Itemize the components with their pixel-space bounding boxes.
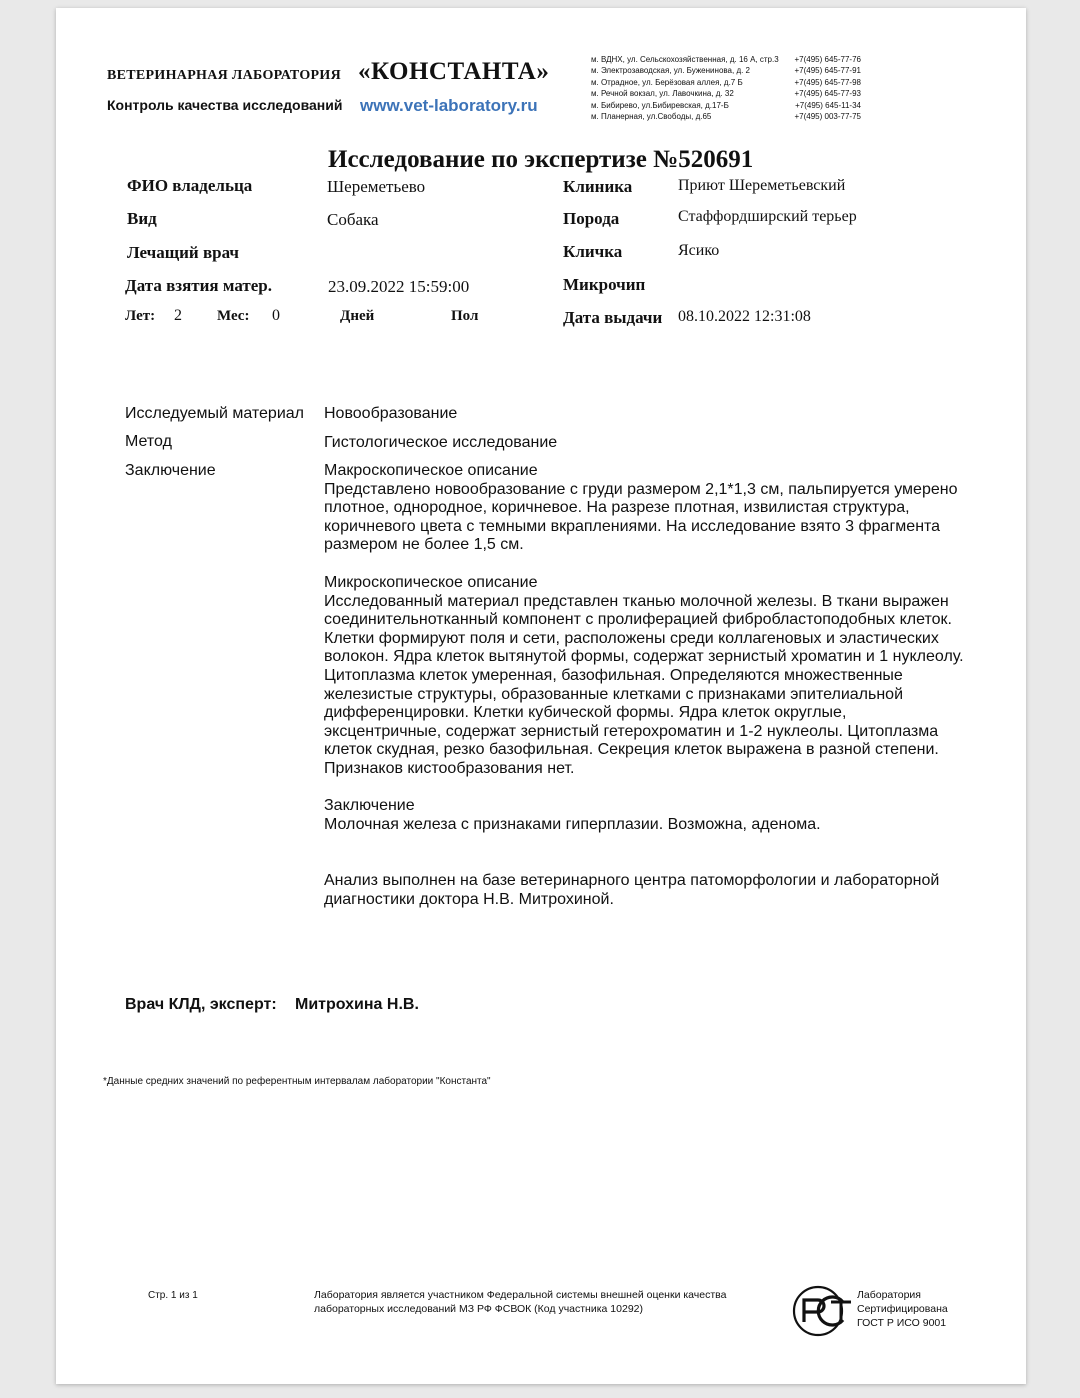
microchip-label: Микрочип — [563, 275, 646, 294]
final-text: Молочная железа с признаками гиперплазии. Возможна, аденома. — [324, 815, 821, 833]
clinic-label: Клиника — [563, 177, 633, 196]
species-label: Вид — [127, 209, 157, 228]
brand-name: «КОНСТАНТА» — [358, 58, 550, 85]
signature-role: Врач КЛД, эксперт: — [125, 996, 277, 1013]
analysis-note: Анализ выполнен на базе ветеринарного центра патоморфологии и лабораторной диагностики доктора Н.В. Митрохиной. — [324, 872, 940, 908]
footnote: *Данные средних значений по референтным интервалам лаборатории "Константа" — [103, 1076, 491, 1087]
contact-address: м. Отрадное, ул. Берёзовая аллея, д.7 Б — [591, 77, 743, 87]
contact-row — [591, 77, 861, 88]
macro-section — [324, 462, 964, 555]
signature-name: Митрохина Н.В. — [295, 996, 419, 1013]
pet-name-label: Кличка — [563, 242, 623, 261]
months-label: Мес: — [217, 308, 250, 324]
breed-value: Стаффордширский терьер — [678, 208, 857, 225]
method-value: Гистологическое исследование — [324, 434, 558, 451]
macro-text: Представлено новообразование с груди размером 2,1*1,3 см, пальпируется умерено плотное, однородное, коричневое. На разрезе плотная, извилистая структура, коричневого цвета с темными вкраплениями. На исследование взято 3 фрагмента размером не более 1,5 см. — [324, 480, 958, 554]
certification-logo-icon — [791, 1284, 855, 1343]
conclusion-label: Заключение — [125, 462, 216, 479]
cert-line: Сертифицирована — [857, 1303, 948, 1315]
contact-row — [591, 111, 861, 122]
material-label: Исследуемый материал — [125, 405, 304, 422]
contact-row — [591, 54, 861, 65]
cert-line: ГОСТ Р ИСО 9001 — [857, 1317, 947, 1329]
species-value: Собака — [327, 210, 379, 229]
issue-date-value: 08.10.2022 12:31:08 — [678, 308, 811, 325]
sex-label: Пол — [451, 308, 479, 324]
contact-phone: +7(495) 645-11-34 — [795, 100, 861, 110]
sample-date-label: Дата взятия матер. — [125, 276, 272, 295]
final-title: Заключение — [324, 797, 415, 814]
fsvok-note: Лаборатория является участником Федеральной системы внешней оценки качества лабораторных исследований МЗ РФ ФСВОК (Код участника 10292) — [314, 1289, 727, 1315]
sample-date-value: 23.09.2022 15:59:00 — [328, 277, 470, 296]
breed-label: Порода — [563, 209, 620, 228]
material-value: Новообразование — [324, 405, 458, 422]
document-page — [56, 8, 1026, 1384]
contact-phone: +7(495) 003-77-75 — [794, 112, 861, 122]
cert-line: Лаборатория — [857, 1289, 921, 1301]
micro-text: Исследованный материал представлен тканью молочной железы. В ткани выражен соединительнотканный компонент с пролиферацией фибробластоподобных клеток. Клетки формируют поля и сети, расположены среди коллагеновых и эластических волокон. Ядра клеток вытянутой формы, содержат зернистый хроматин и 1 нуклеолу. Цитоплазма клеток умеренная, базофильная. Определяются множественные железистые структуры, образованные клетками с признаками эпителиальной дифференцировки. Клетки кубической формы. Ядра клеток округлые, эксцентричные, содержат зернистый гетерохроматин и 1-2 нуклеолы. Цитоплазма клеток скудная, резко базофильная. Секреция клеток выражена в разной степени. Признаков кистообразования нет. — [324, 592, 964, 777]
page-number: Стр. 1 из 1 — [148, 1290, 198, 1301]
owner-label: ФИО владельца — [127, 176, 253, 195]
method-label: Метод — [125, 433, 172, 450]
tagline: Контроль качества исследований — [107, 97, 343, 113]
clinic-value: Приют Шереметьевский — [678, 177, 846, 194]
certification-text — [857, 1288, 948, 1330]
contact-row — [591, 88, 861, 99]
macro-title: Макроскопическое описание — [324, 462, 538, 479]
years-label: Лет: — [125, 308, 156, 324]
contact-phone: +7(495) 645-77-98 — [794, 77, 861, 87]
micro-title: Микроскопическое описание — [324, 574, 538, 591]
contact-address: м. ВДНХ, ул. Сельскохозяйственная, д. 16 А, стр.3 — [591, 55, 779, 64]
contact-phone: +7(495) 645-77-93 — [794, 89, 861, 99]
contact-row — [591, 65, 861, 76]
lab-name: ВЕТЕРИНАРНАЯ ЛАБОРАТОРИЯ — [107, 68, 341, 83]
pet-name-value: Ясико — [678, 242, 720, 259]
contact-address: м. Речной вокзал, ул. Лавочкина, д. 32 — [591, 89, 734, 99]
months-value: 0 — [272, 307, 280, 324]
final-section — [324, 797, 964, 834]
contact-address: м. Электрозаводская, ул. Буженинова, д. 2 — [591, 66, 751, 76]
contact-address: м. Планерная, ул.Свободы, д.65 — [591, 112, 712, 122]
owner-value: Шереметьево — [327, 177, 426, 196]
issue-date-label: Дата выдачи — [563, 308, 663, 327]
micro-section — [324, 574, 964, 779]
contact-address: м. Бибирево, ул.Бибиревская, д.17-Б — [591, 100, 729, 110]
doctor-label: Лечащий врач — [127, 243, 239, 262]
contact-phone: +7(495) 645-77-91 — [794, 66, 861, 76]
contacts-list — [591, 54, 861, 122]
years-value: 2 — [174, 307, 182, 324]
days-label: Дней — [340, 308, 375, 324]
website-link[interactable]: www.vet-laboratory.ru — [360, 96, 538, 115]
contact-row — [591, 100, 861, 111]
document-title: Исследование по экспертизе №520691 — [328, 146, 754, 173]
contact-phone: +7(495) 645-77-76 — [794, 55, 861, 64]
